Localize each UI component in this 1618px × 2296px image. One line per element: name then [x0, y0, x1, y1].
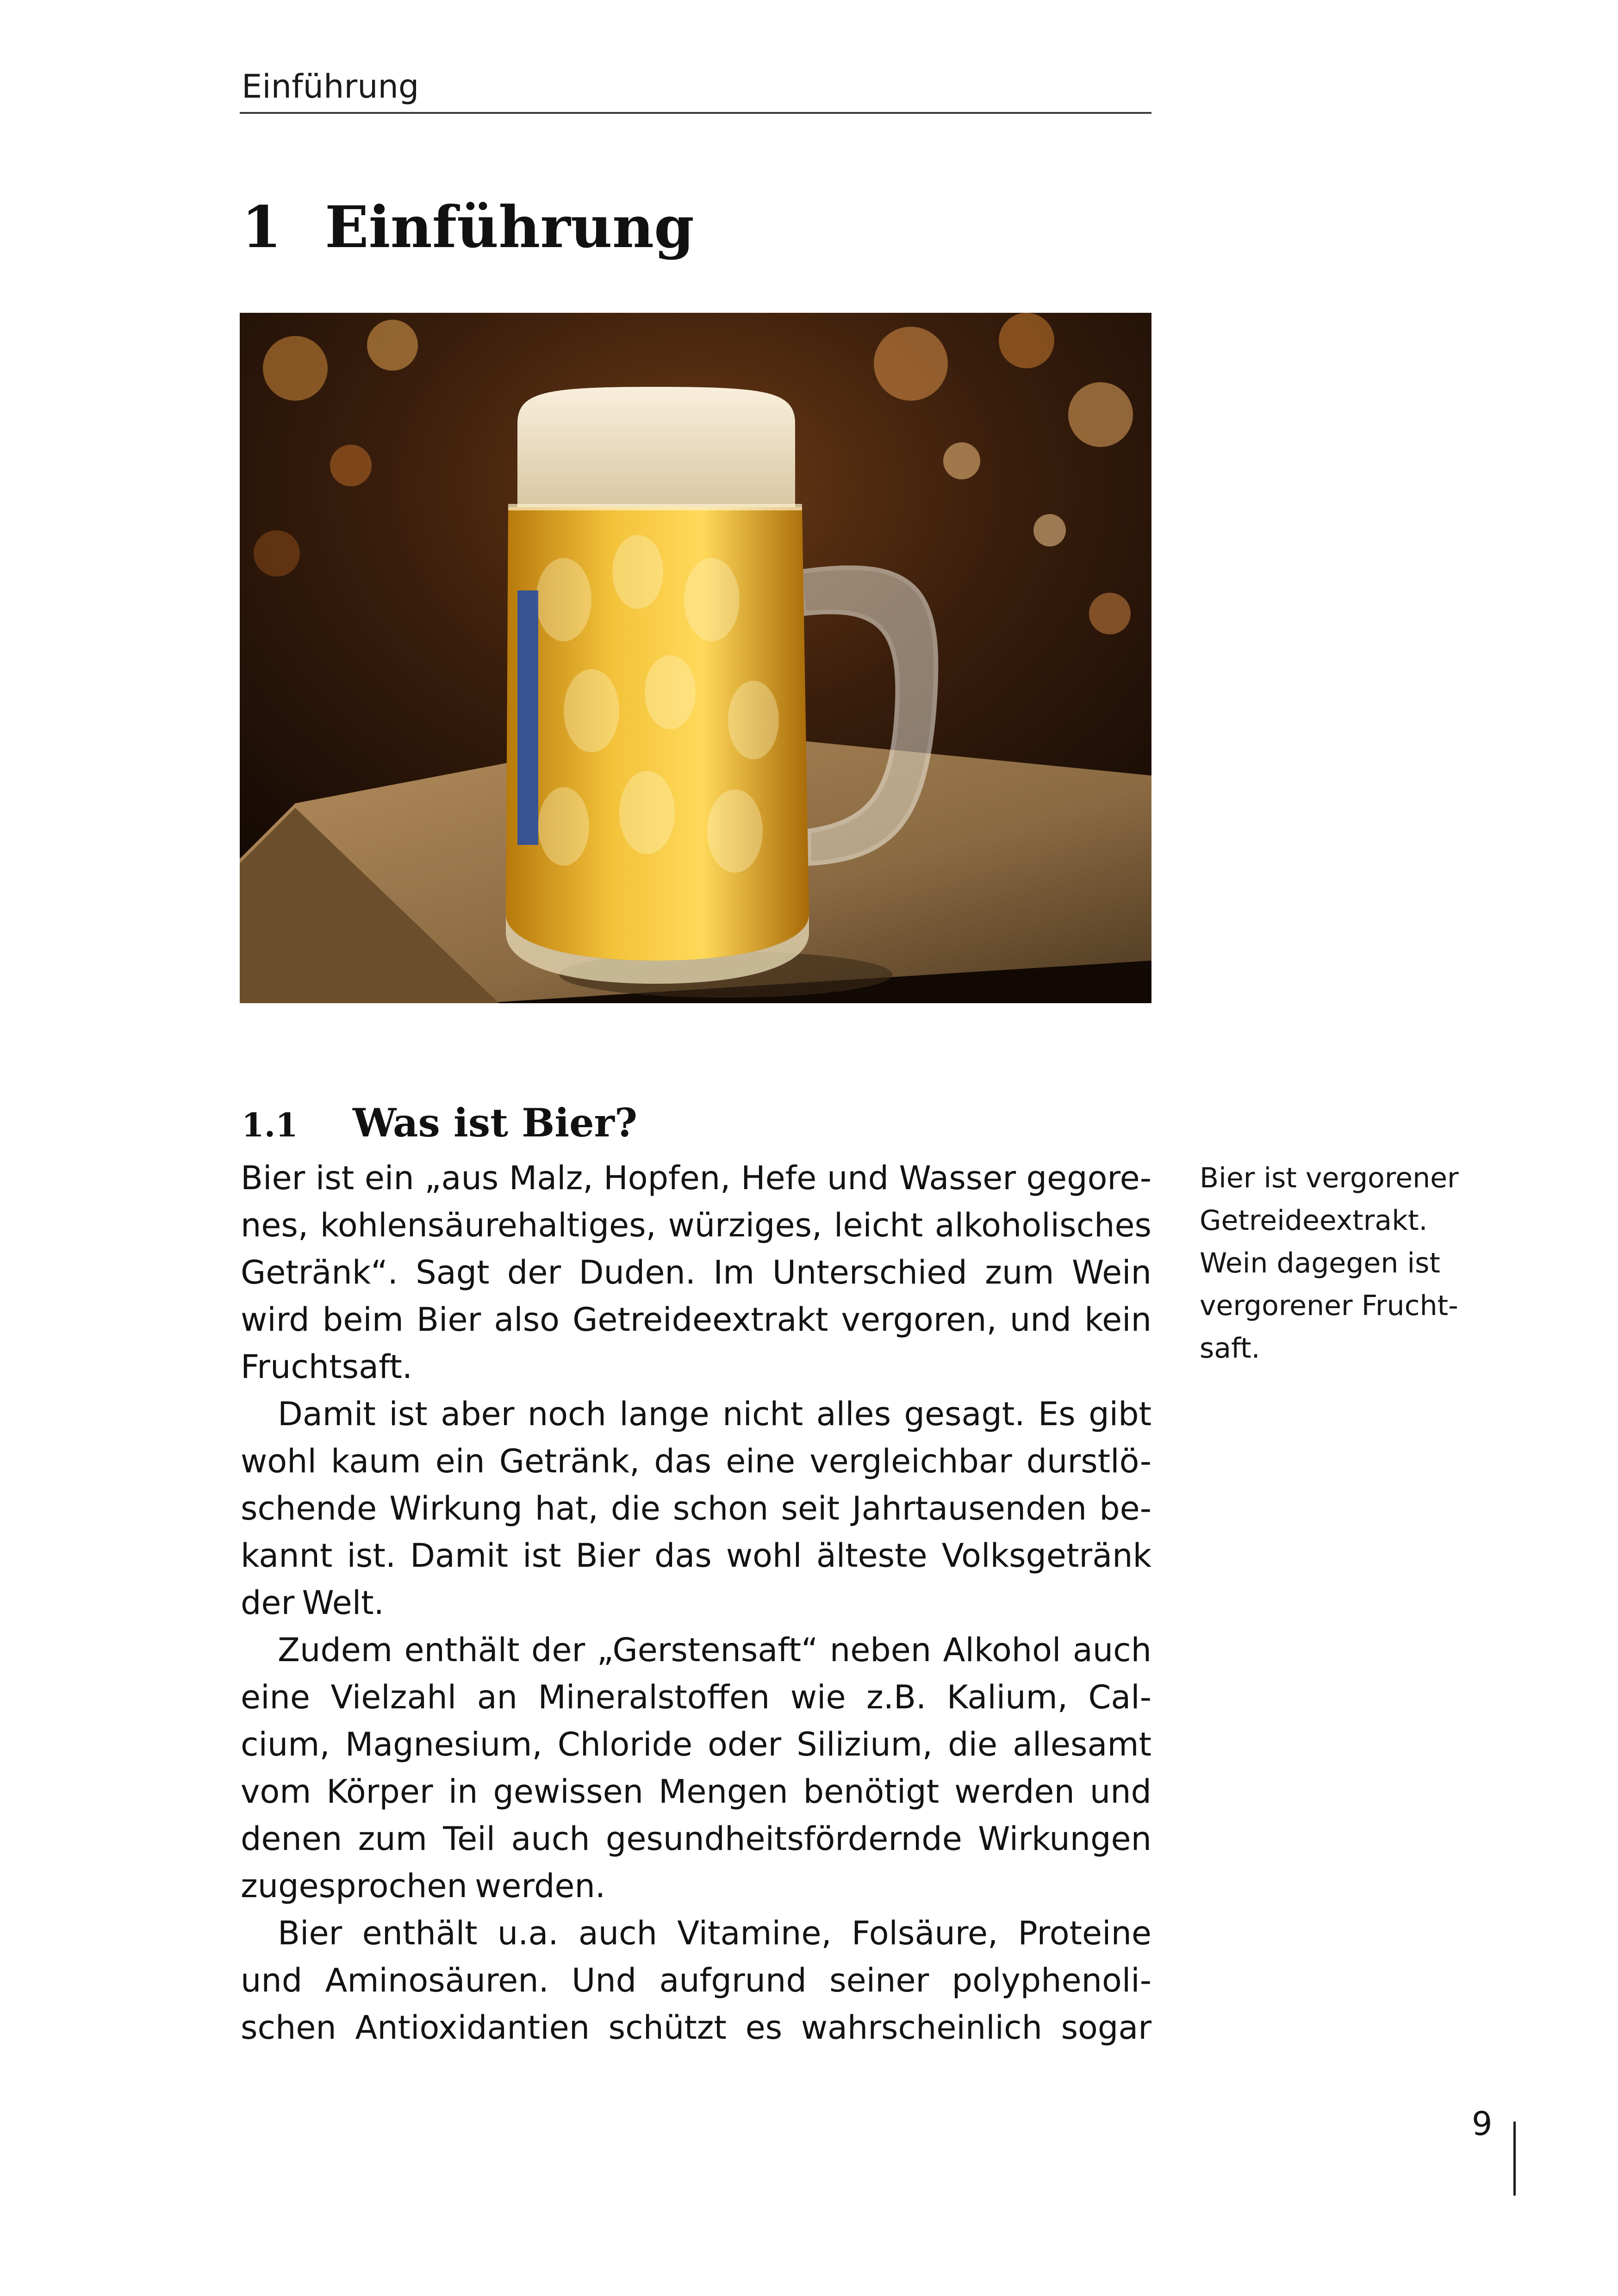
- body-line: schende Wirkung hat, die schon seit Jahrtausenden be-: [241, 1489, 1151, 1527]
- chapter-title: [242, 194, 694, 261]
- running-head: [240, 69, 1151, 114]
- margin-note-line: saft.: [1200, 1332, 1260, 1365]
- body-line: denen zum Teil auch gesundheitsfördernde Wirkungen: [241, 1820, 1151, 1858]
- section-number: 1.1: [242, 1106, 298, 1144]
- body-line: Damit ist aber noch lange nicht alles gesagt. Es gibt: [278, 1395, 1151, 1433]
- chapter-title-text: Einführung: [325, 194, 694, 261]
- margin-note-line: Getreideextrakt.: [1200, 1204, 1428, 1237]
- section-title: Was ist Bier?: [353, 1100, 638, 1146]
- body-line: Bier ist ein „aus Malz, Hopfen, Hefe und Wasser gegore-: [241, 1159, 1151, 1197]
- body-line: eine Vielzahl an Mineralstoffen wie z.B. Kalium, Cal-: [241, 1678, 1151, 1716]
- running-head-text: Einführung: [242, 68, 419, 105]
- body-text: [241, 1154, 1151, 2051]
- body-line: schen Antioxidantien schützt es wahrscheinlich sogar: [241, 2009, 1151, 2047]
- page-number: 9: [1472, 2105, 1493, 2143]
- body-line: Zudem enthält der „Gerstensaft“ neben Alkohol auch: [278, 1631, 1151, 1669]
- body-line: cium, Magnesium, Chloride oder Silizium, die allesamt: [241, 1725, 1151, 1763]
- margin-note-line: vergorener Frucht-: [1200, 1290, 1458, 1322]
- body-line: Bier enthält u.a. auch Vitamine, Folsäure, Proteine: [278, 1914, 1151, 1952]
- body-line: nes, kohlensäurehaltiges, würziges, leicht alkoholisches: [241, 1206, 1151, 1244]
- body-line: zugesprochen werden.: [241, 1867, 606, 1905]
- margin-note-line: Bier ist vergorener: [1200, 1162, 1459, 1194]
- body-line: der Welt.: [241, 1584, 384, 1622]
- body-line: Getränk“. Sagt der Duden. Im Unterschied zum Wein: [241, 1253, 1151, 1291]
- body-line: und Aminosäuren. Und aufgrund seiner polyphenoli-: [241, 1961, 1151, 1999]
- margin-note-line: Wein dagegen ist: [1200, 1247, 1440, 1279]
- section-heading: [242, 1100, 638, 1146]
- margin-note: [1200, 1157, 1505, 1370]
- beer-mug-photo: [240, 313, 1151, 1003]
- body-line: vom Körper in gewissen Mengen benötigt werden und: [241, 1773, 1151, 1811]
- page-number-rule: [1513, 2122, 1516, 2196]
- beer-mug-illustration: [240, 313, 1151, 1003]
- chapter-number: 1: [242, 194, 282, 261]
- body-line: kannt ist. Damit ist Bier das wohl älteste Volksgetränk: [241, 1537, 1151, 1575]
- body-line: wohl kaum ein Getränk, das eine vergleichbar durstlö-: [241, 1442, 1151, 1480]
- body-line: Fruchtsaft.: [241, 1348, 413, 1386]
- body-line: wird beim Bier also Getreideextrakt vergoren, und kein: [241, 1301, 1151, 1339]
